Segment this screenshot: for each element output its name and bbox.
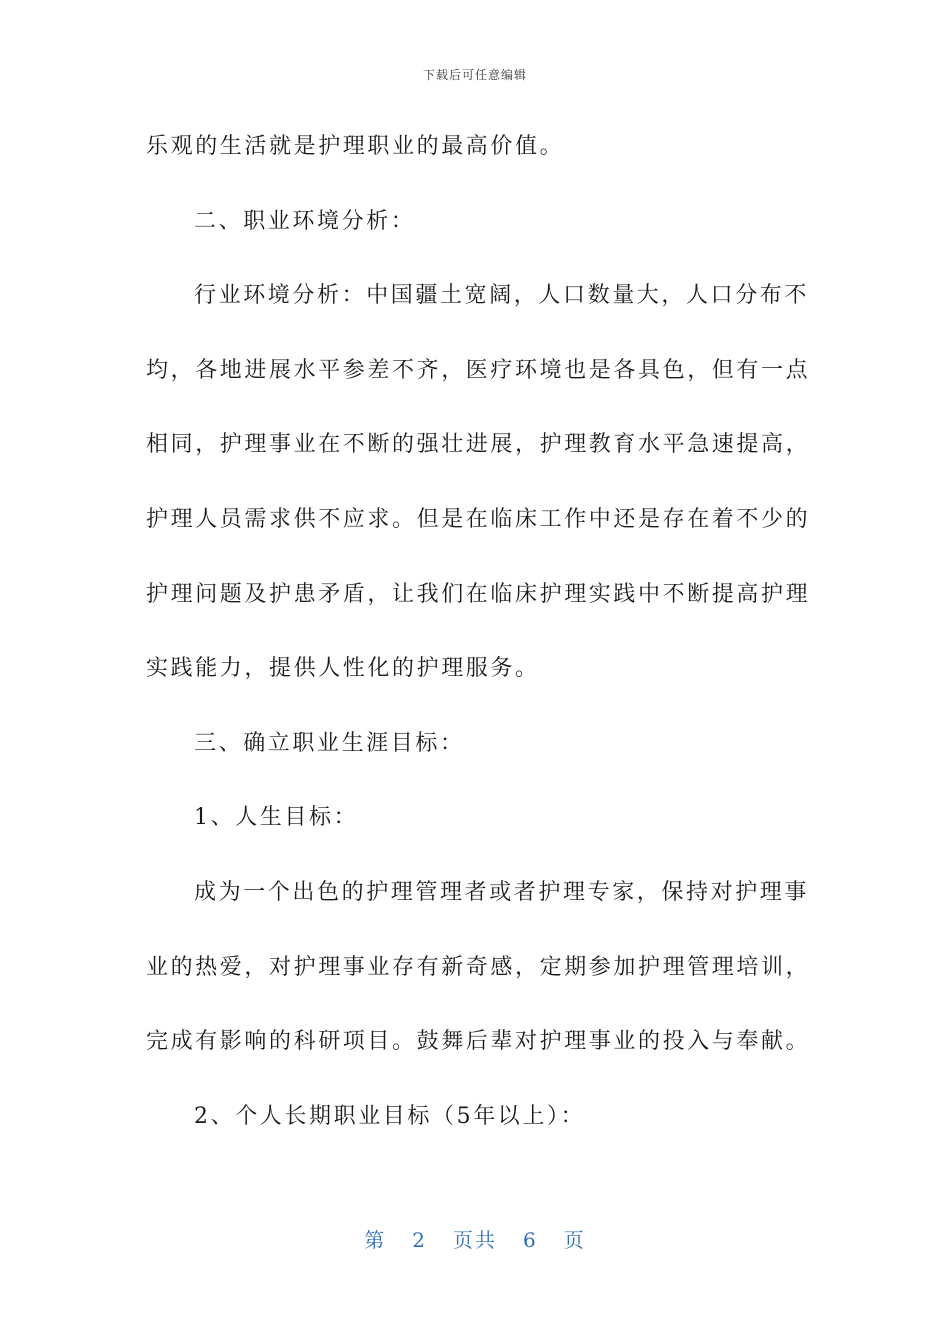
subsection-heading: 1、人生目标：: [194, 805, 359, 831]
paragraph-line: 护理人员需求供不应求。但是在临床工作中还是存在着不少的: [146, 506, 811, 532]
paragraph-line: 行业环境分析：中国疆土宽阔，人口数量大，人口分布不: [194, 283, 810, 309]
section-heading: 二、职业环境分析：: [194, 208, 416, 234]
subsection-heading: 2、个人长期职业目标（5年以上）：: [194, 1103, 586, 1129]
page-header: 下载后可任意编辑: [422, 68, 527, 82]
page-label-prefix: 第: [364, 1228, 387, 1252]
paragraph-line: 业的热爱，对护理事业存有新奇感，定期参加护理管理培训，: [146, 954, 811, 980]
paragraph-line: 成为一个出色的护理管理者或者护理专家，保持对护理事: [194, 879, 810, 905]
document-body: [146, 118, 811, 1162]
paragraph-line: 相同，护理事业在不断的强壮进展，护理教育水平急速提高，: [146, 432, 811, 458]
page-label-suffix: 页: [563, 1228, 586, 1252]
page-footer: [0, 1224, 950, 1253]
section-heading: 三、确立职业生涯目标：: [194, 730, 465, 756]
total-pages-number: 6: [523, 1228, 538, 1252]
paragraph-line: 护理问题及护患矛盾，让我们在临床护理实践中不断提高护理: [146, 581, 811, 607]
paragraph-line: 完成有影响的科研项目。鼓舞后辈对护理事业的投入与奉献。: [146, 1029, 811, 1055]
page-label-middle: 页共: [453, 1228, 497, 1252]
paragraph-line: 乐观的生活就是护理职业的最高价值。: [146, 134, 565, 159]
paragraph-line: 实践能力，提供人性化的护理服务。: [146, 656, 540, 682]
paragraph-line: 均，各地进展水平参差不齐，医疗环境也是各具色，但有一点: [146, 357, 811, 383]
current-page-number: 2: [412, 1228, 427, 1252]
